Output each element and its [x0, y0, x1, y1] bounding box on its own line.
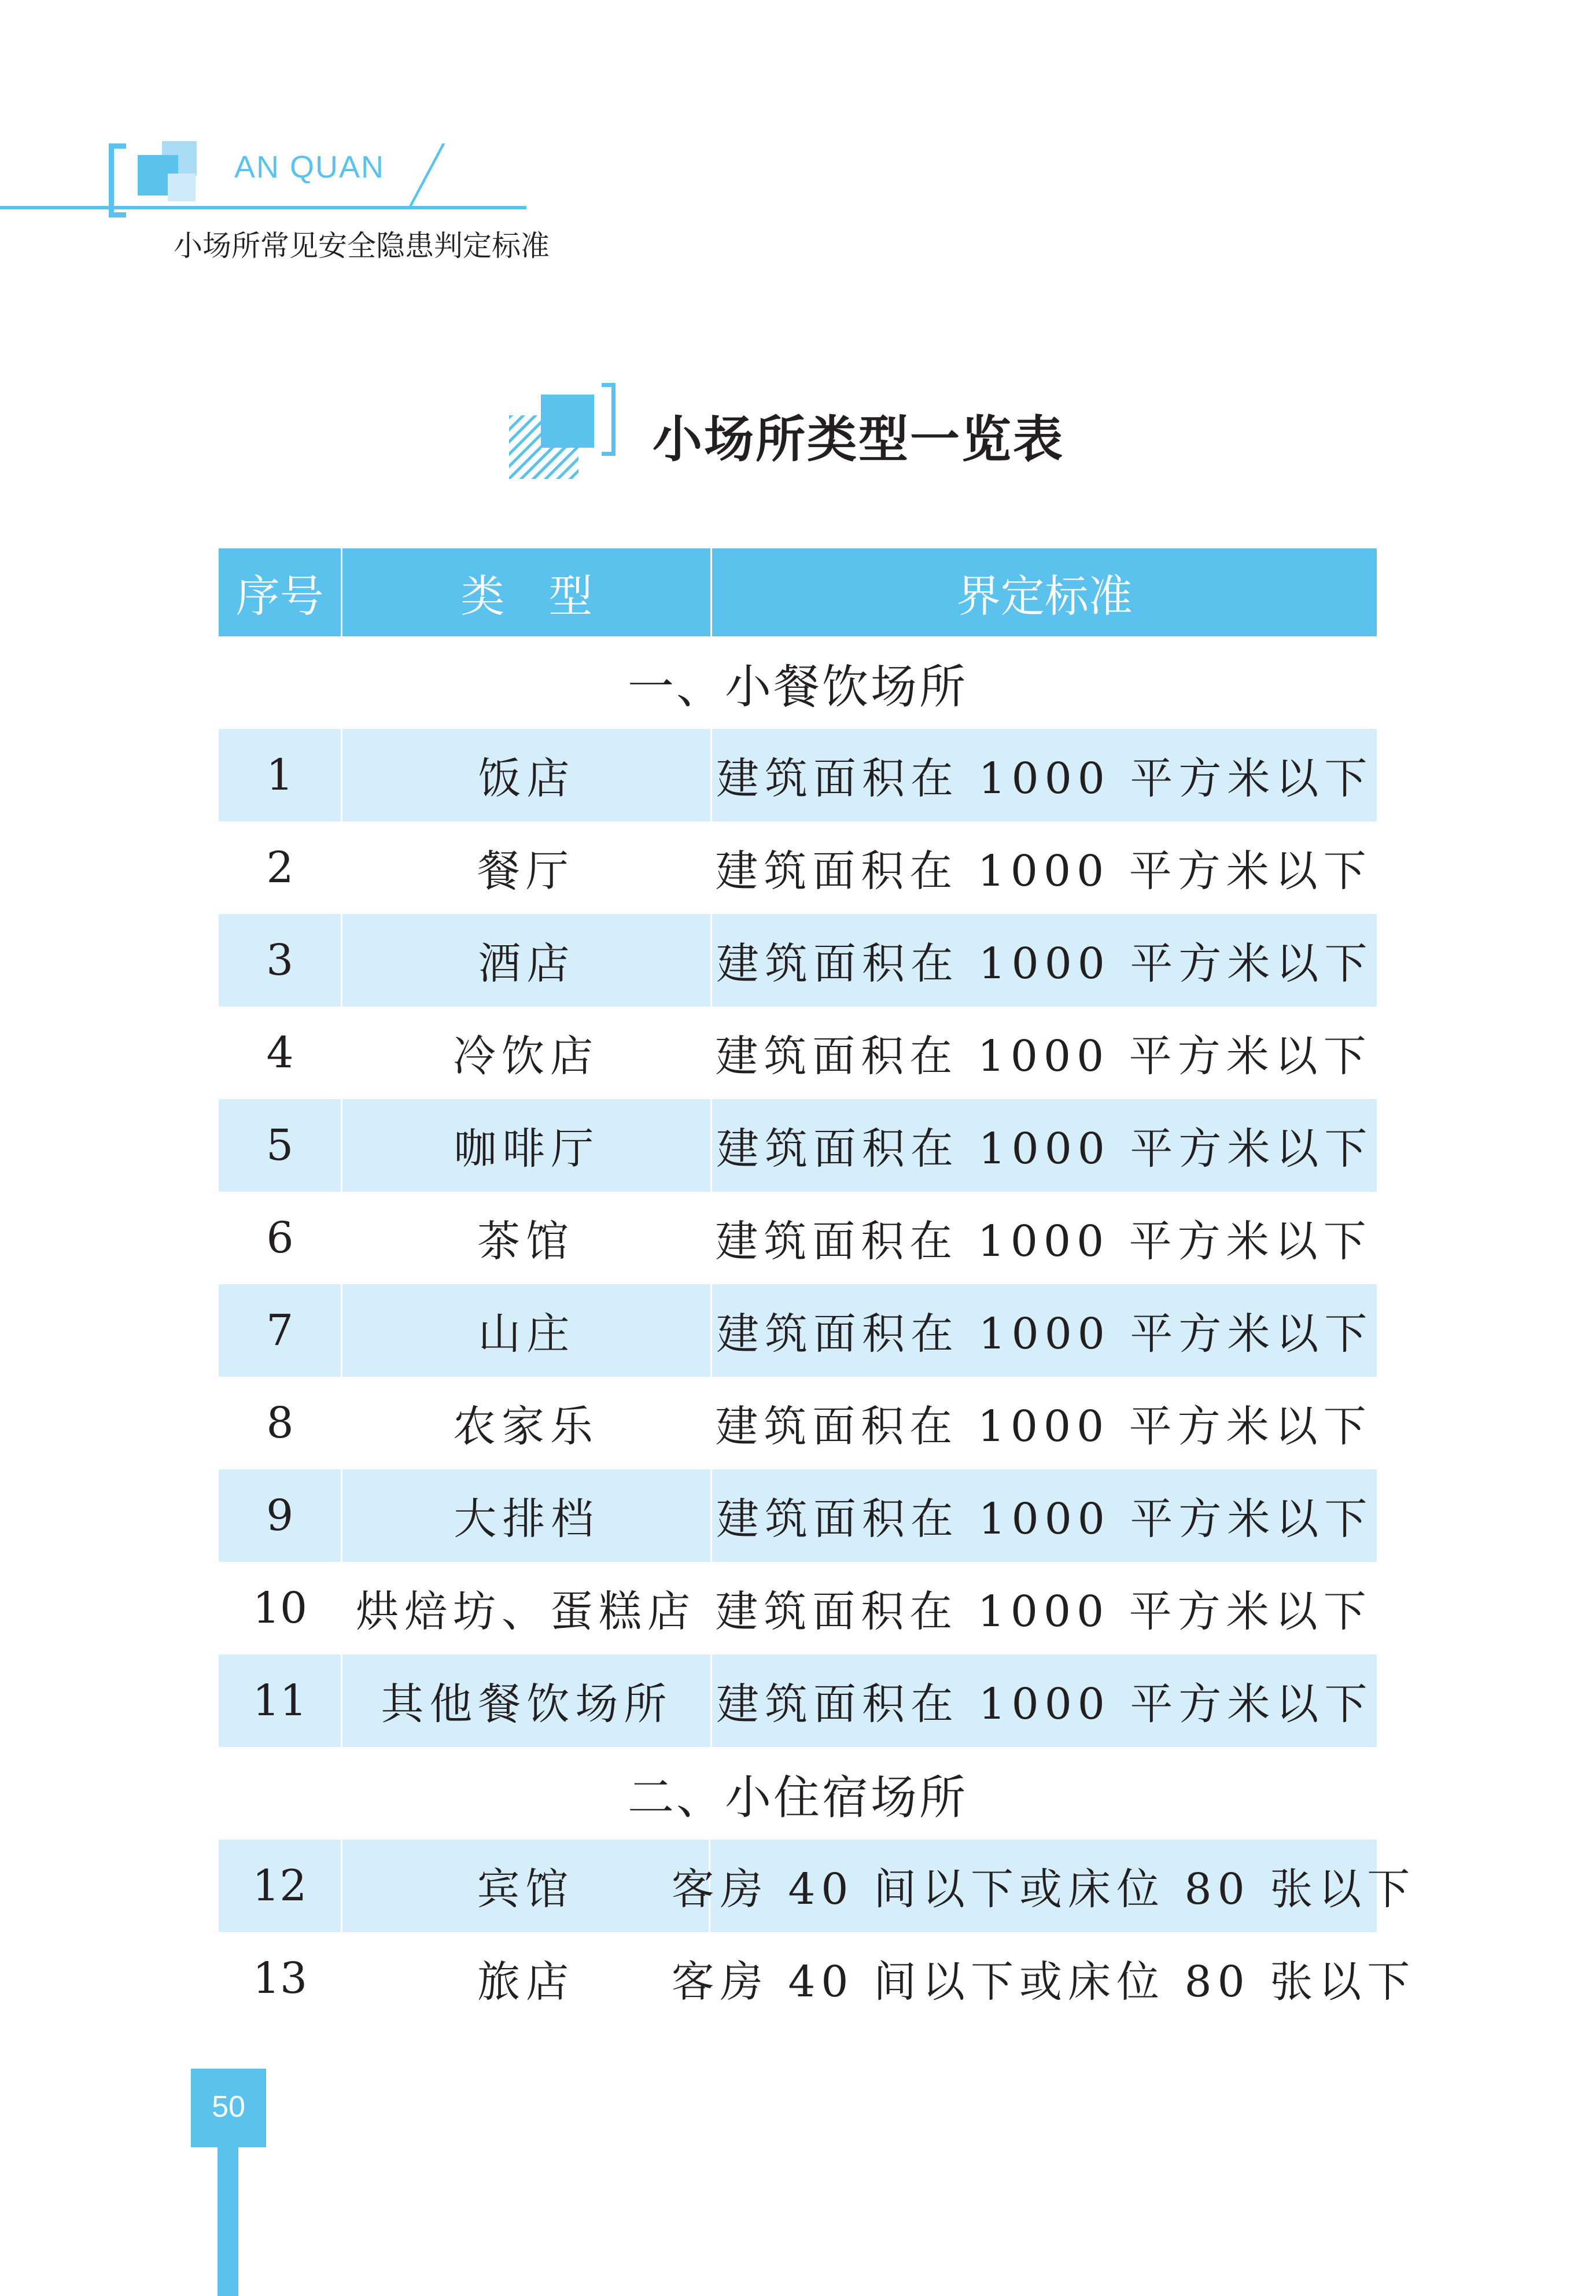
cell-criterion: 建筑面积在 1000 平方米以下 [715, 1587, 1372, 1637]
table-header-row [219, 548, 1377, 636]
cell-criterion: 建筑面积在 1000 平方米以下 [710, 1469, 1377, 1562]
header-subtitle: 小场所常见安全隐患判定标准 [174, 229, 550, 263]
cell-type: 饭店 [341, 729, 710, 821]
cell-type: 山庄 [341, 1284, 710, 1377]
header-brand: AN QUAN [234, 150, 385, 185]
table-row [219, 1562, 1377, 1654]
cell-criterion: 客房 40 间以下或床位 80 张以下 [671, 1957, 1416, 2007]
table-row [219, 1099, 1377, 1192]
cell-number: 7 [266, 1306, 294, 1355]
cell-type: 冷饮店 [453, 1031, 599, 1081]
cell-number: 9 [266, 1491, 294, 1541]
cell-number: 13 [252, 1954, 308, 2003]
section-heading: 二、小住宿场所 [628, 1770, 968, 1825]
cell-number: 11 [252, 1676, 307, 1726]
page-number: 50 [212, 2090, 245, 2124]
cell-criterion: 建筑面积在 1000 平方米以下 [715, 1217, 1372, 1266]
table-row [219, 1284, 1377, 1377]
cell-type: 茶馆 [477, 1217, 574, 1266]
cell-criterion: 建筑面积在 1000 平方米以下 [710, 1654, 1377, 1747]
column-header-criterion: 界定标准 [710, 548, 1377, 636]
cell-type: 餐厅 [477, 846, 574, 896]
cell-number: 3 [266, 935, 294, 985]
page-edge-bar [218, 2147, 238, 2296]
header-square-decoration [168, 174, 196, 201]
cell-criterion: 建筑面积在 1000 平方米以下 [715, 1402, 1372, 1451]
cell-number: 12 [252, 1861, 307, 1911]
cell-number: 5 [266, 1121, 294, 1170]
cell-criterion: 建筑面积在 1000 平方米以下 [710, 914, 1377, 1007]
cell-criterion: 建筑面积在 1000 平方米以下 [715, 846, 1372, 896]
section-heading: 一、小餐饮场所 [628, 659, 968, 714]
cell-criterion: 建筑面积在 1000 平方米以下 [710, 729, 1377, 821]
cell-criterion: 建筑面积在 1000 平方米以下 [715, 1031, 1372, 1081]
cell-criterion: 客房 40 间以下或床位 80 张以下 [709, 1840, 1377, 1932]
table-row [219, 729, 1377, 821]
cell-type: 烘焙坊、蛋糕店 [356, 1587, 696, 1637]
cell-number: 4 [266, 1028, 294, 1078]
cell-type: 酒店 [341, 914, 710, 1007]
table-row [219, 1840, 1416, 1932]
cell-type: 大排档 [341, 1469, 710, 1562]
column-header-number: 序号 [235, 570, 324, 622]
table-row [219, 1654, 1377, 1747]
page-title: 小场所类型一览表 [653, 411, 1064, 469]
table-body [219, 636, 1416, 2025]
column-header-type: 类 型 [341, 548, 710, 636]
title-bracket-decoration [602, 383, 615, 456]
cell-type: 咖啡厅 [341, 1099, 710, 1192]
header-slash-decoration [408, 143, 445, 208]
cell-type: 宾馆 [341, 1840, 709, 1932]
cell-number: 10 [252, 1583, 308, 1633]
table-row [219, 914, 1377, 1007]
table-row [219, 1377, 1377, 1469]
cell-type: 其他餐饮场所 [341, 1654, 710, 1747]
table-row [219, 1007, 1377, 1099]
cell-type: 农家乐 [453, 1402, 599, 1451]
table-row [219, 1932, 1416, 2025]
cell-number: 2 [266, 843, 294, 893]
table-row [219, 821, 1377, 914]
table-row [219, 1469, 1377, 1562]
header-rule [0, 206, 526, 209]
cell-number: 1 [266, 750, 294, 800]
cell-criterion: 建筑面积在 1000 平方米以下 [710, 1284, 1377, 1377]
cell-number: 8 [266, 1398, 294, 1448]
cell-number: 6 [266, 1213, 294, 1263]
cell-criterion: 建筑面积在 1000 平方米以下 [710, 1099, 1377, 1192]
table-row [219, 1192, 1377, 1284]
title-square-decoration [541, 395, 594, 448]
cell-type: 旅店 [477, 1957, 574, 2007]
venue-type-table [219, 548, 1416, 2025]
